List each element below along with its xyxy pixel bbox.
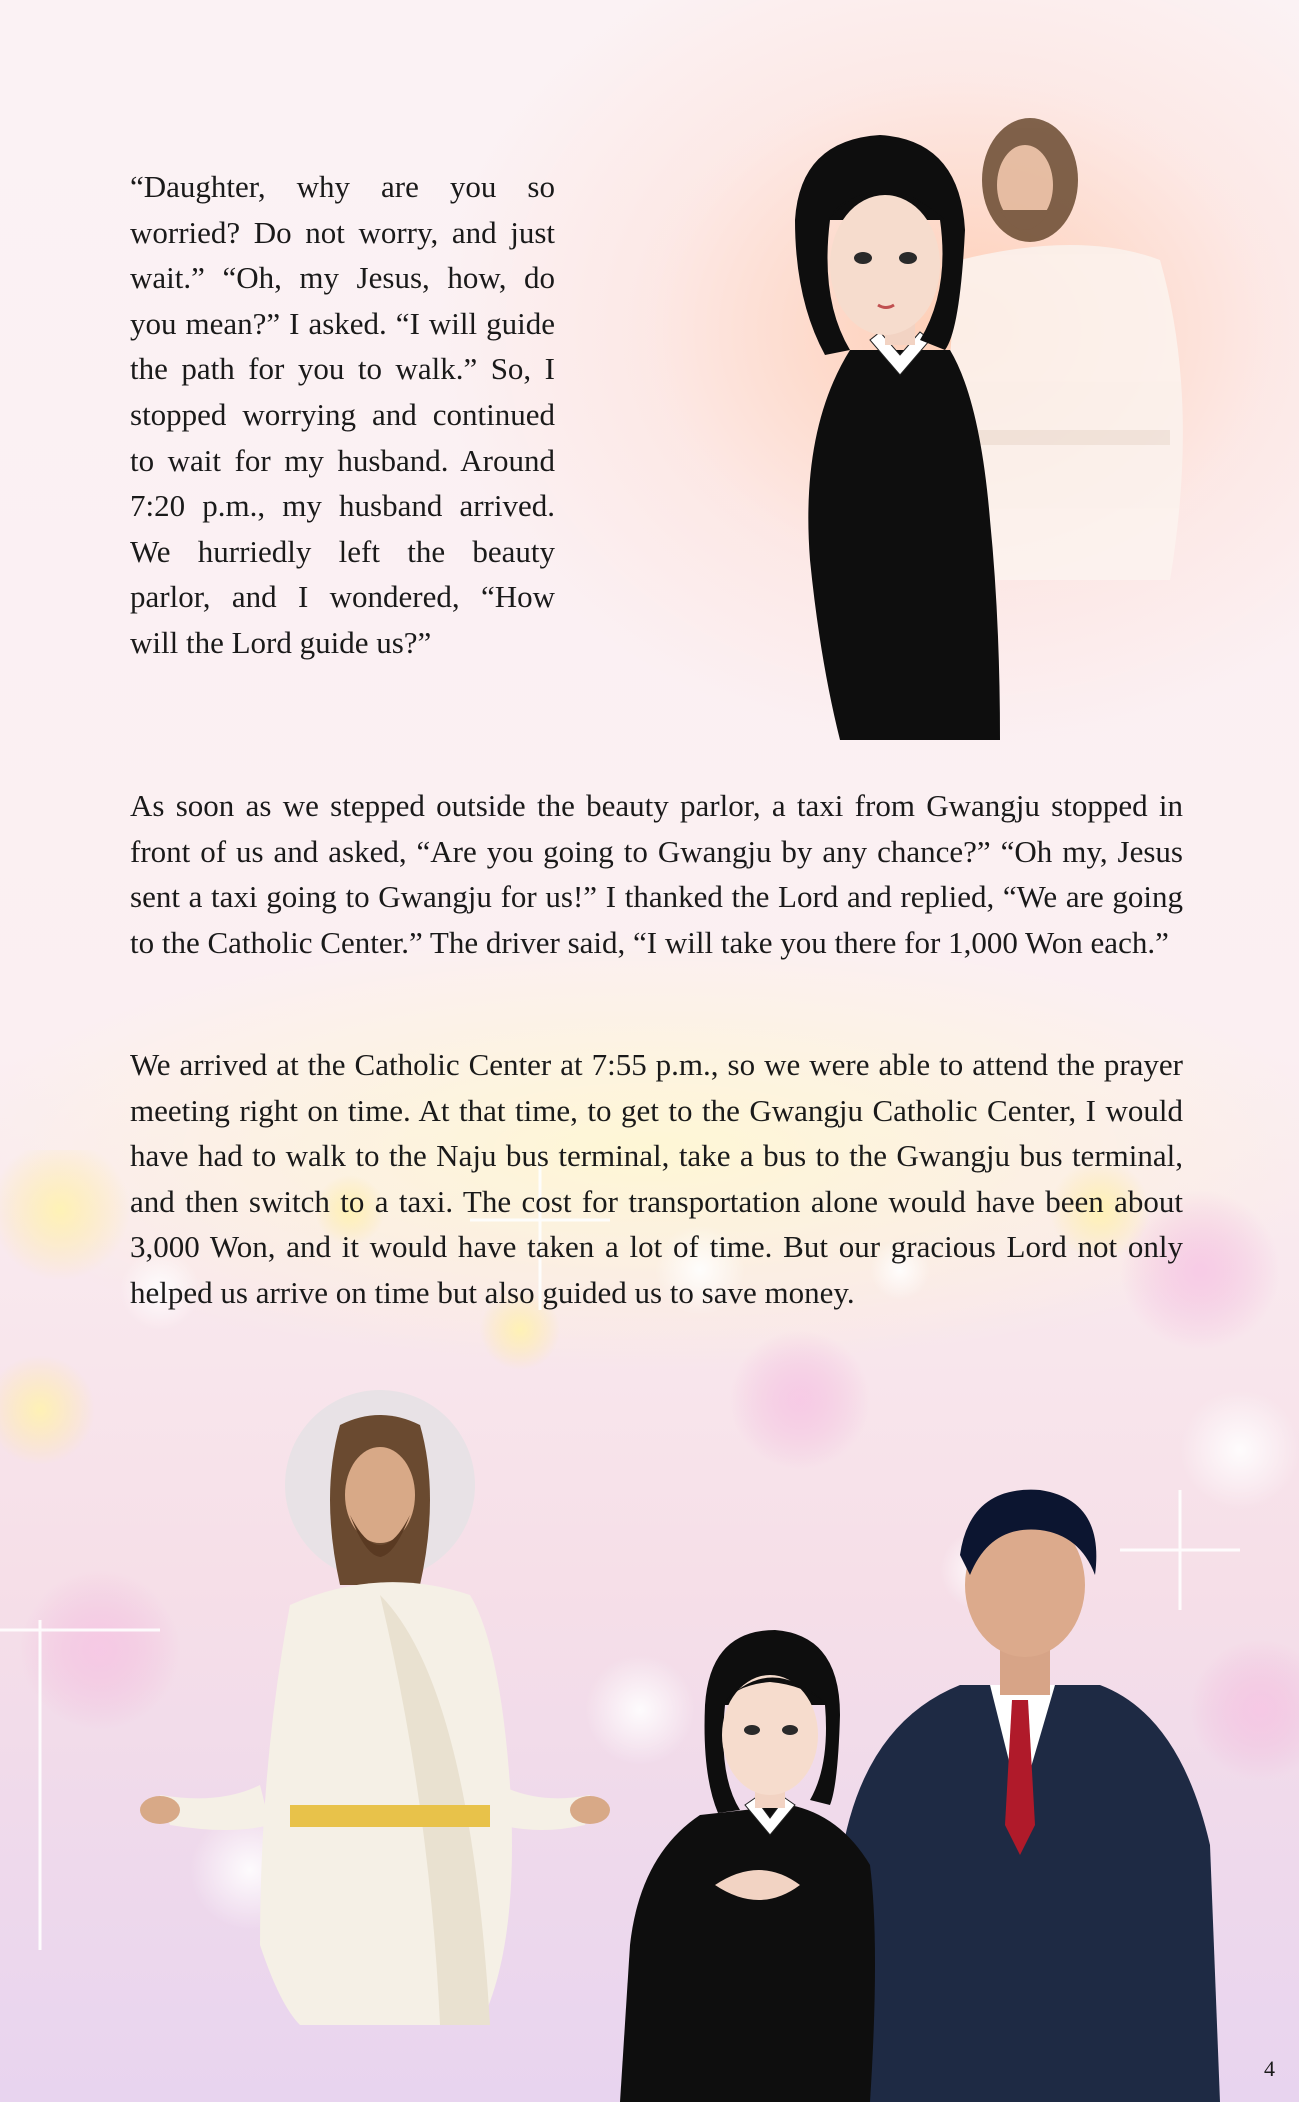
woman-in-black-with-jesus-illustration: [700, 100, 1260, 740]
paragraph-1: [130, 164, 555, 666]
jesus-figure: [140, 1415, 610, 2025]
jesus-with-couple-illustration: [140, 1385, 1250, 2102]
woman-figure: [620, 1630, 875, 2102]
paragraph-3: [130, 1042, 1183, 1316]
page-number: 4: [1264, 2056, 1275, 2081]
paragraph-2-text: As soon as we stepped outside the beauty parlor, a taxi from Gwangju stopped in front of us and asked, “Are you going to Gwangju by any chance?” “Oh my, Jesus sent a taxi going to Gwangju for us!” I thanked the Lord and replied, “We are going to the Catholic Center.” The driver said, “I will take you there for 1,000 Won each.”: [130, 788, 1183, 960]
paragraph-3-text: We arrived at the Catholic Center at 7:55 p.m., so we were able to attend the prayer meeting right on time. At that time, to get to the Gwangju Catholic Center, I would have had to walk to the Naju bus terminal, take a bus to the Gwangju bus terminal, and then switch to a taxi. The cost for transportation alone would have been about 3,000 Won, and it would have taken a lot of time. But our gracious Lord not only helped us arrive on time but also guided us to save money.: [130, 1047, 1183, 1310]
paragraph-2: [130, 783, 1183, 965]
woman-figure: [795, 135, 1000, 740]
man-figure: [830, 1490, 1220, 2102]
paragraph-1-text: “Daughter, why are you so worried? Do not worry, and just wait.” “Oh, my Jesus, how, do you mean?” I asked. “I will guide the path for you to walk.” So, I stopped worrying and continued to wait for my husband. Around 7:20 p.m., my husband arrived. We hurriedly left the beauty parlor, and I wondered, “How will the Lord guide us?”: [130, 169, 555, 660]
